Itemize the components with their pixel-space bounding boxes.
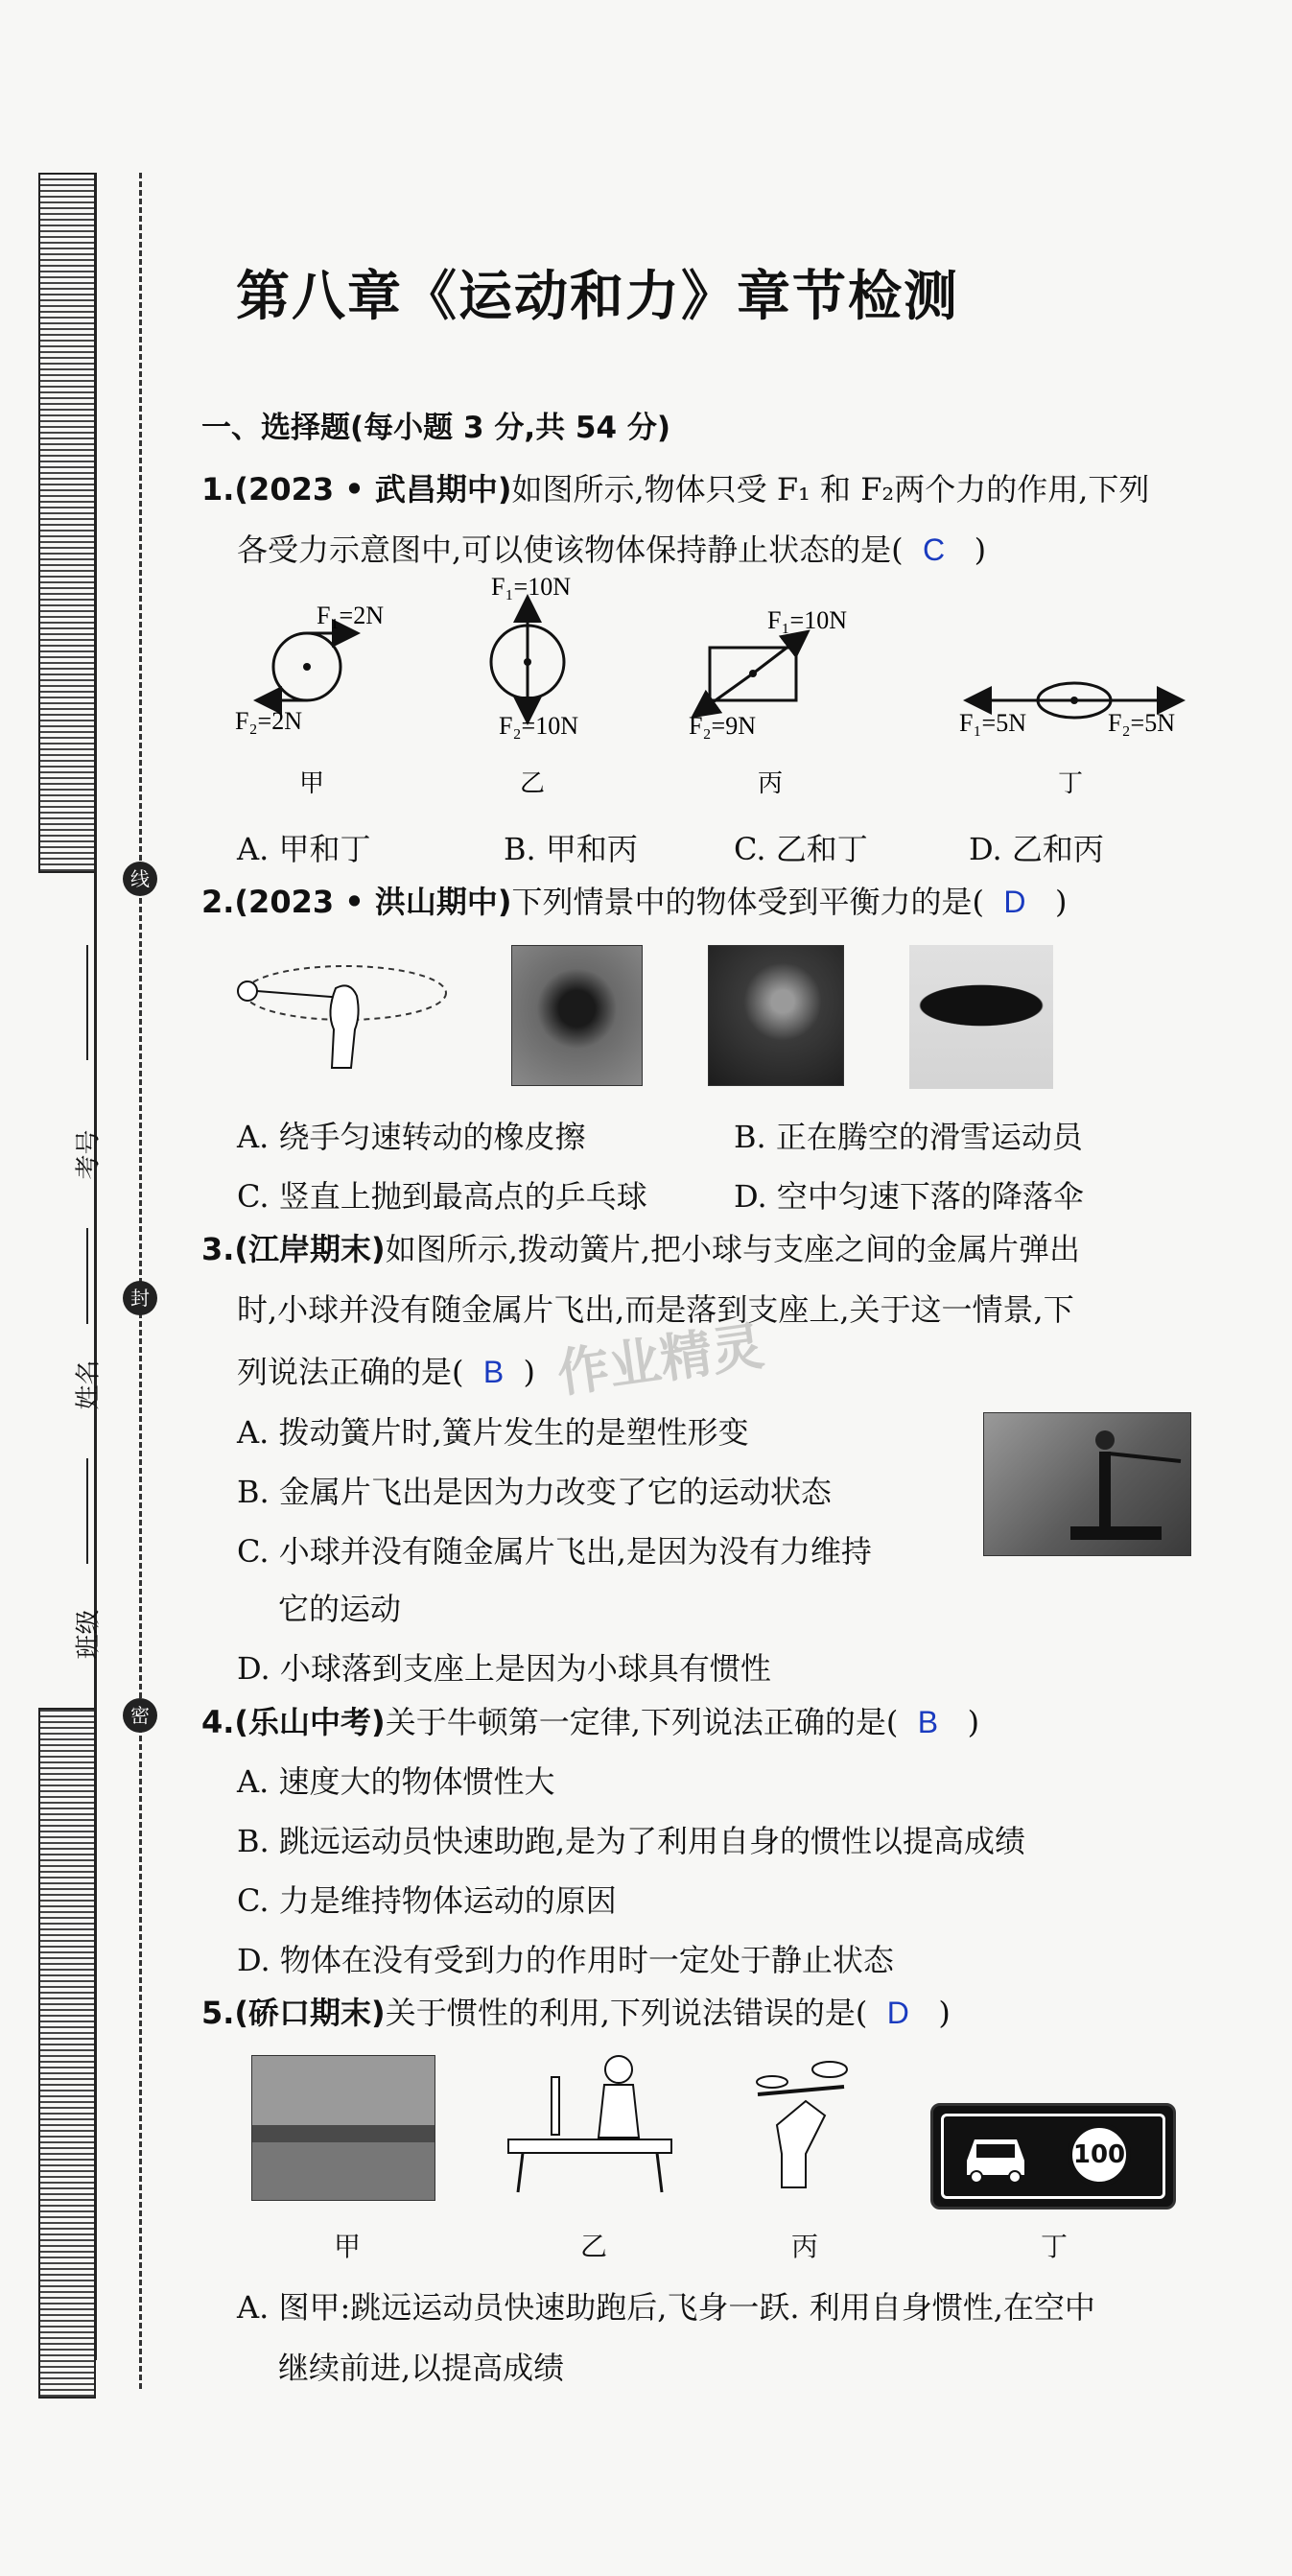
q3-line3	[237, 1348, 535, 1392]
q2-figure-eraser	[230, 959, 451, 1070]
q3-text-3: 列说法正确的是(	[237, 1354, 464, 1390]
q5-photo-longjump	[251, 2055, 435, 2201]
fig-jia-f1-label: F₁=2N	[317, 602, 384, 629]
apparatus-post	[1099, 1452, 1111, 1528]
person-body	[599, 2085, 639, 2138]
binding-line	[94, 173, 97, 2360]
coin-single	[757, 2076, 787, 2088]
q1-force-diagrams	[221, 576, 1199, 806]
blank-xingming	[86, 1228, 88, 1324]
q2-line	[201, 873, 1199, 931]
fig-jia-f2-label: F₂=2N	[235, 707, 302, 735]
label-banji: 班级	[74, 1609, 104, 1660]
fig-jia-dot	[303, 663, 311, 671]
q4-line	[201, 1693, 1199, 1751]
binding-strip-top	[38, 173, 96, 873]
q4-option-c: C. 力是维持物体运动的原因	[237, 1882, 617, 1919]
q5-speed-sign	[930, 2103, 1176, 2210]
q5-close: )	[938, 1995, 951, 2031]
fig-ding-f2-label: F₂=5N	[1108, 709, 1175, 737]
q3-text-1: 如图所示,拨动簧片,把小球与支座之间的金属片弹出	[385, 1231, 1081, 1267]
q1-close: )	[974, 532, 987, 568]
q5-caption-yi: 乙	[580, 2231, 608, 2262]
q2-photo-pingpong	[708, 945, 844, 1086]
q2-photo-parachute	[909, 945, 1053, 1089]
q5-option-a-cont: 继续前进,以提高成绩	[278, 2350, 565, 2386]
hand	[330, 985, 358, 1068]
fig-jia	[235, 602, 384, 735]
page-title: 第八章《运动和力》章节检测	[236, 266, 959, 328]
seal-mark-xian: 线	[123, 862, 157, 896]
q4-close: )	[967, 1704, 980, 1740]
q1-option-a: A. 甲和丁	[237, 831, 371, 867]
fig-yi	[491, 576, 578, 740]
fig-ding-caption: 丁	[1058, 769, 1084, 797]
hand-hitting	[777, 2101, 825, 2187]
speed-limit-circle: 100	[1068, 2123, 1131, 2186]
q2-photo-skier	[511, 945, 643, 1086]
q4-option-a: A. 速度大的物体惯性大	[237, 1763, 555, 1800]
q3-option-d: D. 小球落到支座上是因为小球具有惯性	[237, 1650, 771, 1687]
eraser-ball	[238, 981, 257, 1001]
blank-kaohao	[86, 945, 88, 1060]
q5-number: 5.	[201, 1995, 235, 2031]
q5-text: 关于惯性的利用,下列说法错误的是(	[385, 1995, 868, 2031]
q2-option-c: C. 竖直上抛到最高点的乒乓球	[237, 1178, 647, 1215]
q1-answer: C	[923, 532, 946, 567]
q5-source: (硚口期末)	[234, 1995, 386, 2031]
q2-close: )	[1054, 884, 1068, 920]
fig-ding	[959, 683, 1180, 737]
q5-line	[201, 1984, 1199, 2042]
q2-number: 2.	[201, 884, 235, 920]
q4-answer: B	[917, 1705, 939, 1739]
fig-jia-caption: 甲	[299, 769, 325, 797]
q3-option-c: C. 小球并没有随金属片飞出,是因为没有力维持	[237, 1533, 872, 1570]
q1-line2	[237, 526, 986, 570]
q5-caption-ding: 丁	[1041, 2231, 1069, 2262]
q5-answer: D	[886, 1996, 909, 2030]
q4-option-b: B. 跳远运动员快速助跑,是为了利用自身的惯性以提高成绩	[237, 1823, 1026, 1859]
q1-option-c: C. 乙和丁	[734, 831, 868, 867]
q3-option-b: B. 金属片飞出是因为力改变了它的运动状态	[237, 1474, 832, 1510]
q2-answer: D	[1003, 885, 1026, 919]
q5-figure-bench	[499, 2048, 681, 2202]
label-kaohao: 考号	[74, 1129, 104, 1180]
q4-option-d: D. 物体在没有受到力的作用时一定处于静止状态	[237, 1942, 894, 1978]
q2-option-d: D. 空中匀速下落的降落伞	[734, 1178, 1084, 1215]
fig-bing-f2-arrow	[695, 674, 753, 715]
q5-caption-bing: 丙	[791, 2231, 819, 2262]
q1-line1	[201, 461, 1199, 518]
q1-option-b: B. 甲和丙	[504, 831, 638, 867]
q5-option-a: A. 图甲:跳远运动员快速助跑后,飞身一跃. 利用自身惯性,在空中	[237, 2289, 1095, 2326]
coin-stack	[812, 2062, 847, 2077]
q3-photo-apparatus	[983, 1412, 1191, 1556]
q1-text-2: 各受力示意图中,可以使该物体保持静止状态的是(	[237, 532, 904, 568]
label-xingming: 姓名	[74, 1359, 104, 1410]
q1-number: 1.	[201, 471, 235, 508]
q3-number: 3.	[201, 1231, 235, 1267]
fig-bing-f2-label: F₂=9N	[689, 712, 756, 740]
bench-leg-left	[518, 2153, 523, 2192]
fig-yi-f1-label: F₁=10N	[491, 576, 571, 601]
eraser-string	[257, 991, 343, 998]
hammer	[552, 2077, 559, 2135]
seal-mark-feng: 封	[123, 1281, 157, 1315]
fig-bing-f1-label: F₁=10N	[767, 606, 847, 634]
car-icon	[957, 2127, 1034, 2185]
q5-caption-jia: 甲	[334, 2231, 362, 2262]
q4-text: 关于牛顿第一定律,下列说法正确的是(	[385, 1704, 899, 1740]
watermark: 作业精灵	[553, 1315, 767, 1405]
section-heading: 一、选择题(每小题 3 分,共 54 分)	[201, 411, 670, 445]
q3-source: (江岸期末)	[234, 1231, 386, 1267]
q2-source: (2023 • 洪山期中)	[234, 884, 512, 920]
fig-ding-f1-label: F₁=5N	[959, 709, 1026, 737]
fig-yi-caption: 乙	[520, 769, 546, 797]
fig-bing-f1-arrow	[753, 633, 806, 674]
apparatus-base	[1070, 1526, 1162, 1540]
binding-strip-bottom	[38, 1708, 96, 2399]
apparatus-spring	[1109, 1453, 1181, 1461]
q3-line2: 时,小球并没有随金属片飞出,而是落到支座上,关于这一情景,下	[237, 1291, 1074, 1328]
fig-yi-f2-label: F₂=10N	[499, 712, 578, 740]
bench-leg-right	[657, 2153, 662, 2192]
q3-option-a: A. 拨动簧片时,簧片发生的是塑性形变	[237, 1414, 749, 1451]
q1-option-d: D. 乙和丙	[969, 831, 1104, 867]
person-head	[605, 2056, 632, 2083]
q3-option-c-cont: 它的运动	[278, 1591, 402, 1627]
fig-bing	[689, 606, 847, 740]
q2-option-a: A. 绕手匀速转动的橡皮擦	[237, 1119, 586, 1155]
q3-line1	[201, 1220, 1199, 1278]
apparatus-drawing	[984, 1413, 1190, 1555]
q5-figure-coins	[739, 2048, 863, 2202]
q3-answer: B	[482, 1355, 505, 1389]
bench-top	[508, 2139, 671, 2153]
fig-bing-caption: 丙	[758, 769, 784, 797]
apparatus-ball	[1095, 1430, 1115, 1450]
q1-source: (2023 • 武昌期中)	[234, 471, 512, 508]
q3-close: )	[523, 1354, 536, 1390]
q4-number: 4.	[201, 1704, 235, 1740]
q2-option-b: B. 正在腾空的滑雪运动员	[734, 1119, 1083, 1155]
q2-text: 下列情景中的物体受到平衡力的是(	[511, 884, 984, 920]
q4-source: (乐山中考)	[234, 1704, 386, 1740]
seal-mark-mi: 密	[123, 1698, 157, 1733]
q1-text-1: 如图所示,物体只受 F₁ 和 F₂两个力的作用,下列	[511, 471, 1150, 508]
blank-banji	[86, 1458, 88, 1564]
